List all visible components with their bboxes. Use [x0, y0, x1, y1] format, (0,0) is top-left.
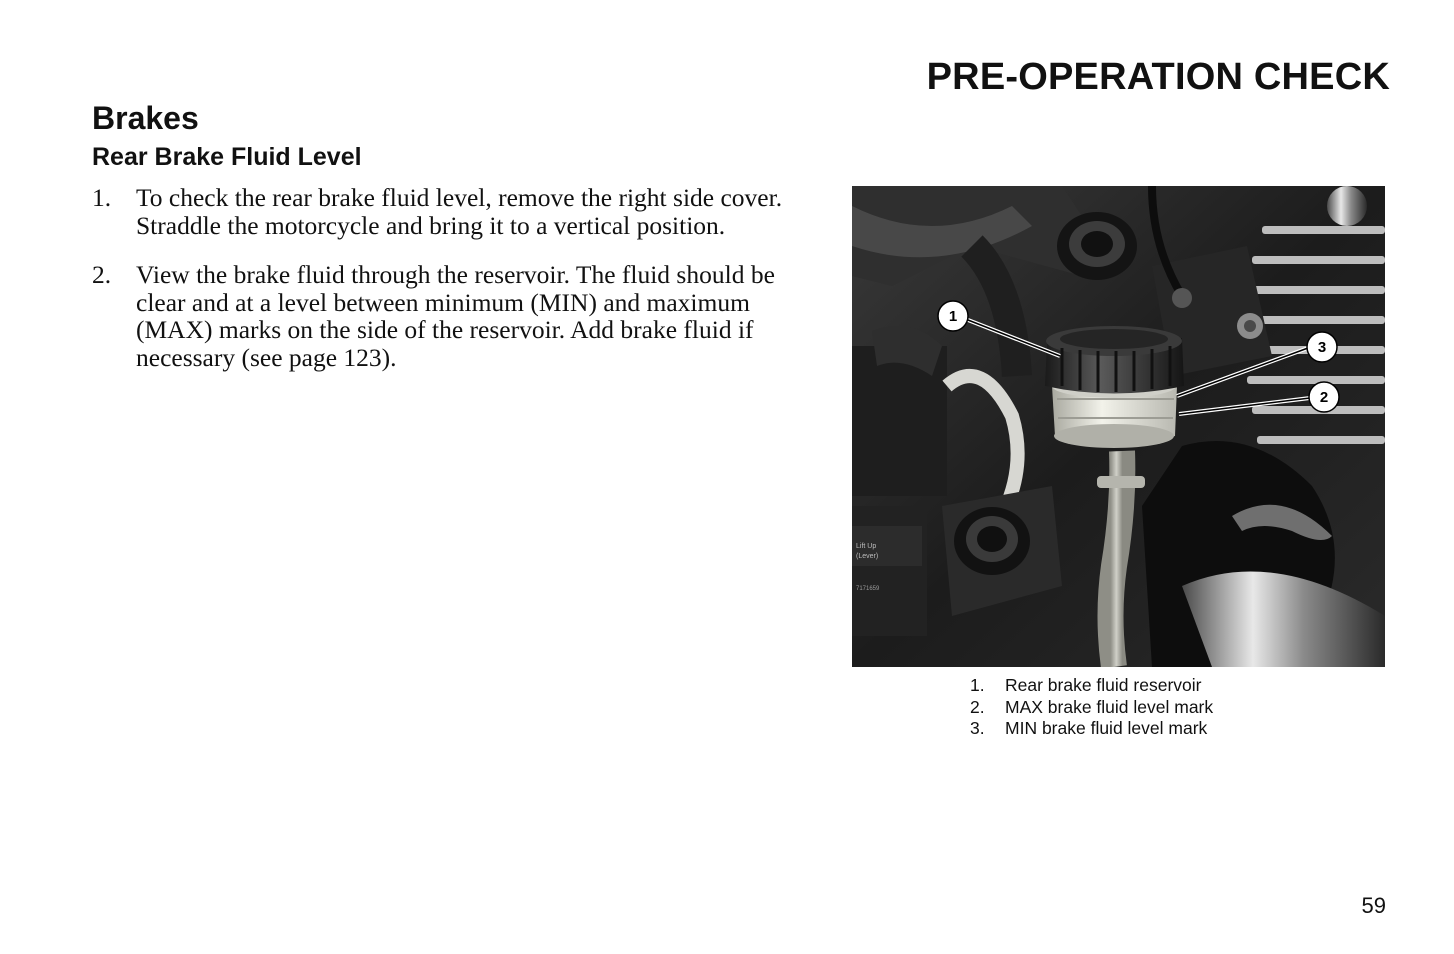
page-number: 59	[1361, 893, 1386, 918]
legend-item	[970, 697, 1213, 719]
legend-number: 2.	[970, 696, 985, 717]
callout-marker	[1309, 382, 1339, 412]
legend-text: MIN brake fluid level mark	[1005, 718, 1208, 738]
subsection-title: Rear Brake Fluid Level	[92, 143, 362, 171]
photo-illustration	[852, 186, 1385, 667]
callout-marker	[1307, 332, 1337, 362]
instruction-steps	[92, 184, 792, 393]
callout-label: 2	[1319, 389, 1329, 406]
step-text: To check the rear brake fluid level, remove the right side cover. Straddle the motorcycle and bring it to a vertical position.	[136, 183, 783, 240]
legend-item	[970, 675, 1213, 697]
legend-number: 1.	[970, 675, 985, 695]
page-header-title: PRE-OPERATION CHECK	[926, 56, 1390, 98]
instruction-step	[92, 261, 792, 371]
legend-number: 3.	[970, 718, 985, 738]
step-number: 1.	[92, 183, 112, 212]
legend-item	[970, 718, 1213, 740]
callout-label: 3	[1317, 339, 1327, 356]
decal-text: (Lever)	[856, 553, 879, 560]
legend-text: MAX brake fluid level mark	[1005, 696, 1214, 717]
callout-label: 1	[948, 308, 958, 325]
brake-reservoir-photo	[852, 186, 1385, 667]
figure-legend	[970, 675, 1213, 740]
legend-text: Rear brake fluid reservoir	[1005, 675, 1202, 695]
section-title: Brakes	[92, 100, 199, 136]
step-number: 2.	[92, 260, 112, 289]
decal-text: Lift Up	[856, 543, 877, 550]
callout-marker	[938, 301, 968, 331]
step-text: View the brake fluid through the reservoir. The fluid should be clear and at a level between minimum (MIN) and maximum (MAX) marks on the side of the reservoir. Add brake fluid if necessary (see page 123).	[136, 260, 775, 372]
instruction-step	[92, 184, 792, 239]
decal-text: 7171659	[856, 586, 880, 592]
